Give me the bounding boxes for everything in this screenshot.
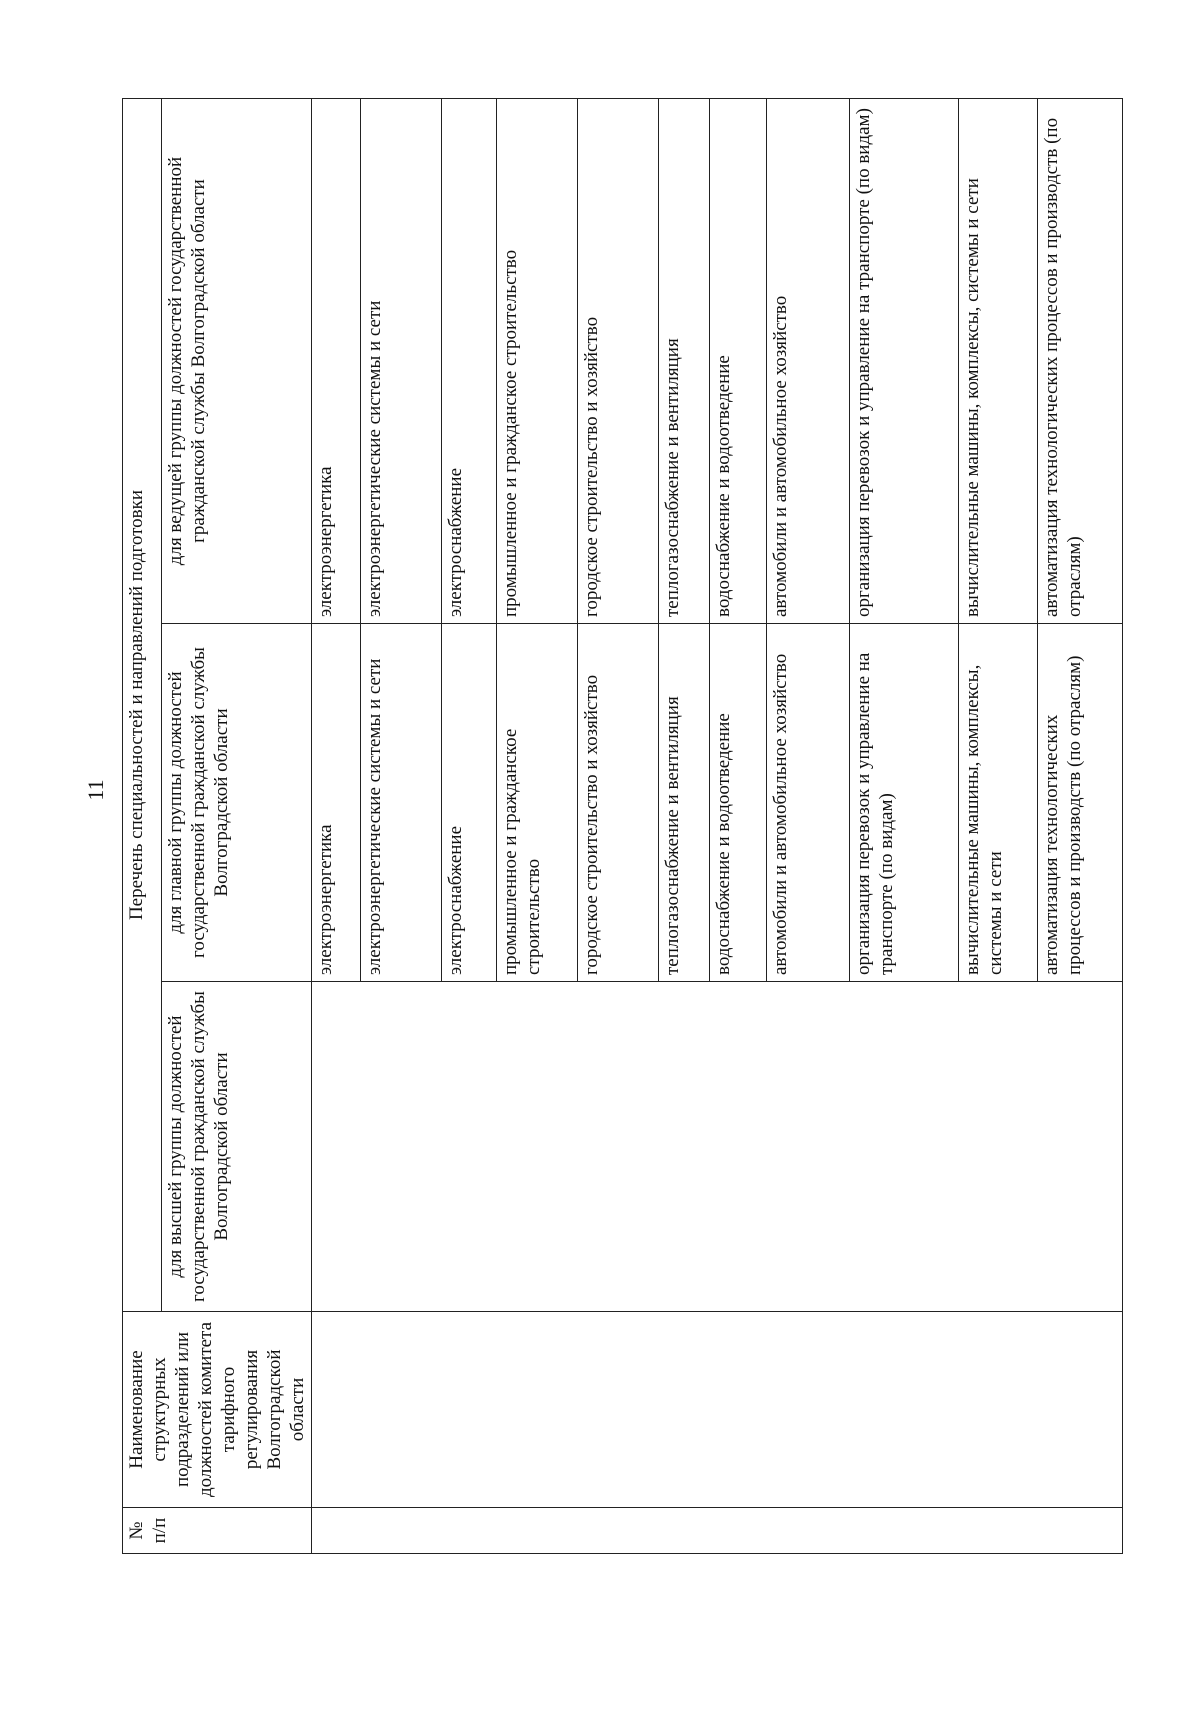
specialty-item: теплогазоснабжение и вентиляция [659, 624, 710, 981]
specialty-item: теплогазоснабжение и вентиляция [659, 99, 710, 623]
specialty-item: автоматизация технологических процессов и производств (по отраслям) [1041, 117, 1085, 617]
header-leading-group: для ведущей группы должностей государственной гражданской службы Волгоградской области [161, 99, 311, 624]
specialty-item: водоснабжение и водоотведение [710, 624, 767, 981]
leading-specialties-list [312, 99, 1122, 623]
specialty-item: промышленное и гражданское строительство [497, 99, 578, 623]
specialty-item: автомобили и автомобильное хозяйство [767, 99, 850, 623]
header-group: Перечень специальностей и направлений подготовки [123, 99, 162, 1312]
specialty-item: электроснабжение [442, 624, 497, 981]
specialty-item: организация перевозок и управление на транспорте (по видам) [850, 99, 959, 623]
page-number-text: 11 [83, 779, 108, 801]
specialty-item: электроснабжение [442, 99, 497, 623]
specialty-item: электроэнергетические системы и сети [361, 99, 442, 623]
specialty-item: городское строительство и хозяйство [578, 99, 659, 623]
specialty-item: городское строительство и хозяйство [578, 624, 659, 981]
specialty-item: электроэнергетика [312, 624, 361, 981]
cell-number [312, 1508, 1123, 1554]
header-main-group: для главной группы должностей государственной гражданской службы Волгоградской области [161, 624, 311, 982]
specialty-item: электроэнергетические системы и сети [361, 624, 442, 981]
header-higher-group: для высшей группы должностей государственной гражданской службы Волгоградской области [161, 982, 311, 1312]
specialty-item: вычислительные машины, комплексы, системы и сети [959, 99, 1038, 623]
main-specialties-list [312, 624, 1122, 981]
specialties-table [122, 98, 1123, 1554]
specialty-item: электроэнергетика [312, 99, 361, 623]
specialty-item: автомобили и автомобильное хозяйство [767, 624, 850, 981]
specialty-item: водоснабжение и водоотведение [710, 99, 767, 623]
header-number: № п/п [123, 1508, 312, 1554]
specialty-item: организация перевозок и управление на транспорте (по видам) [850, 624, 959, 981]
header-name: Наименование структурных подразделений или должностей комитета тарифного регулирования Волгоградской области [123, 1312, 312, 1508]
cell-name [312, 1312, 1123, 1508]
cell-higher [312, 982, 1123, 1312]
rotated-table-container [122, 98, 1085, 1554]
cell-main-list [312, 624, 1123, 982]
specialty-item: автоматизация технологических процессов и производств (по отраслям) [1041, 655, 1085, 975]
specialty-item: промышленное и гражданское строительство [497, 624, 578, 981]
cell-leading-list [312, 99, 1123, 624]
specialty-item: вычислительные машины, комплексы, системы и сети [959, 624, 1038, 981]
page-number [83, 715, 123, 865]
